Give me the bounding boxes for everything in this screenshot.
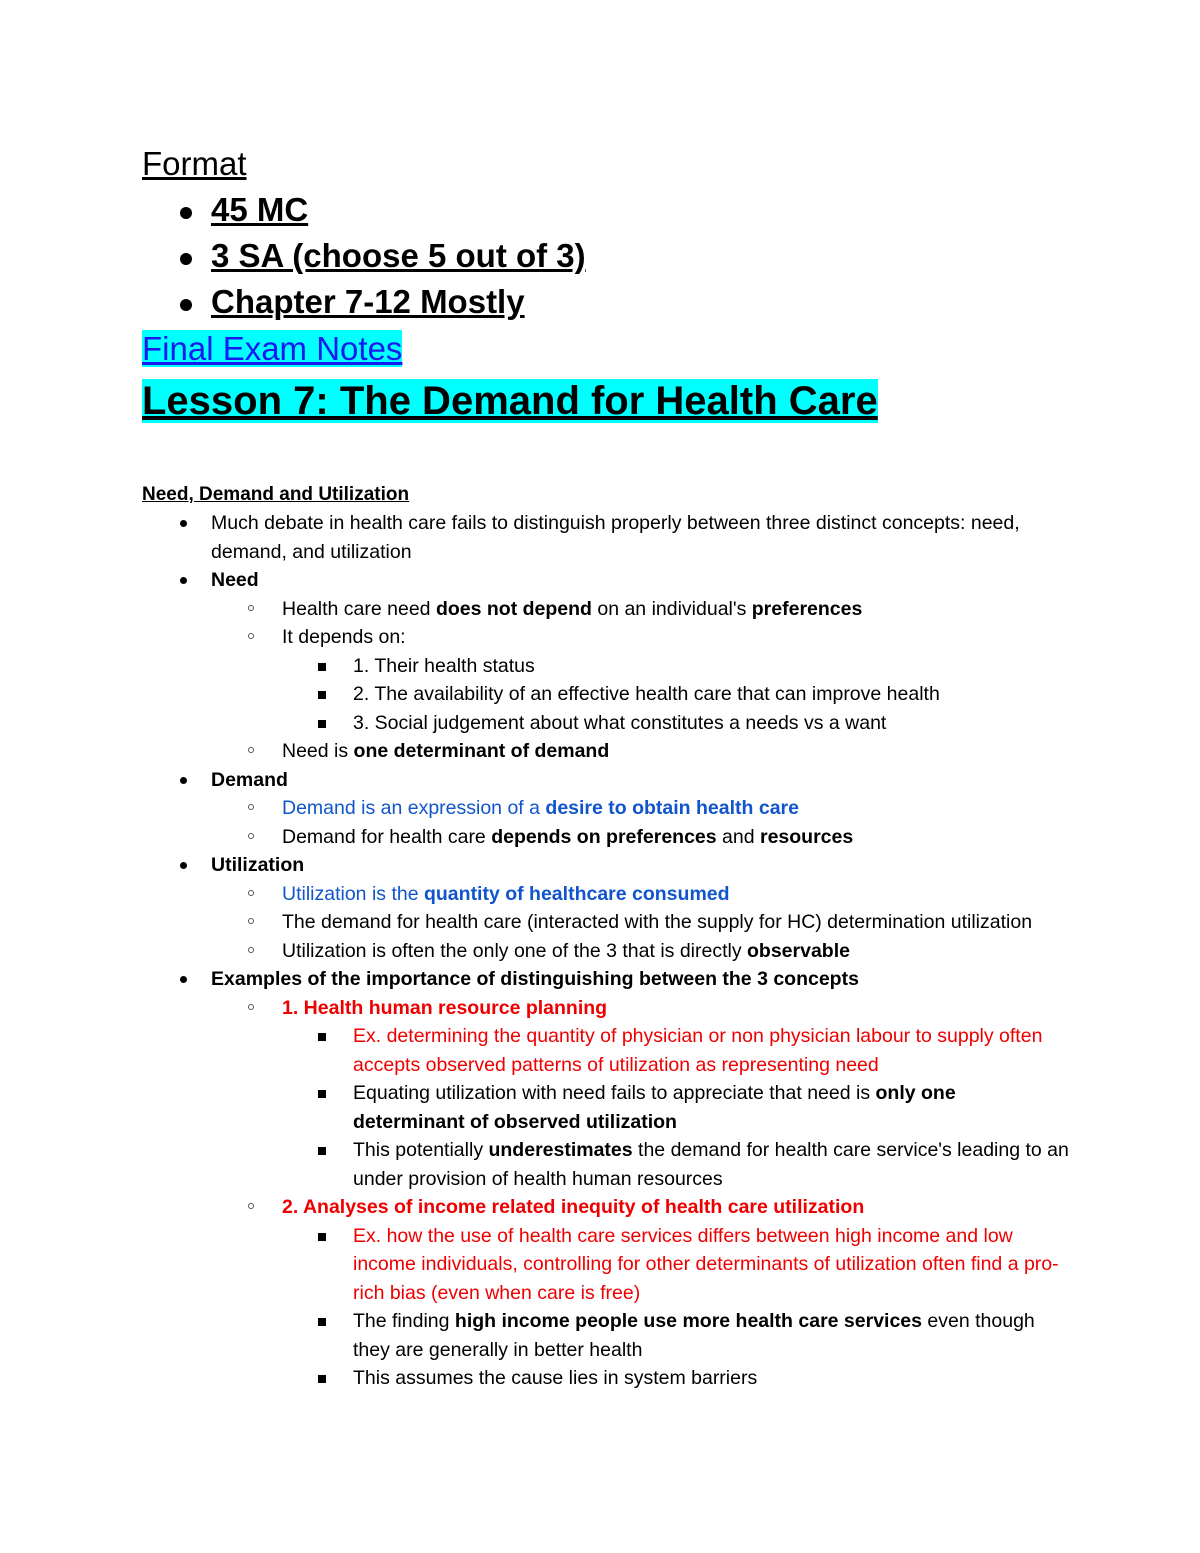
list-item-examples: Examples of the importance of distinguishing between the 3 concepts [142,965,1072,994]
circle-bullet-icon [248,747,254,753]
bullet-icon [180,777,187,784]
list-item: The finding high income people use more health care services even though they are generally in better health [142,1307,1072,1364]
square-bullet-icon [318,1318,326,1326]
circle-bullet-icon [248,947,254,953]
square-bullet-icon [318,1147,326,1155]
square-bullet-icon [318,1090,326,1098]
circle-bullet-icon [248,918,254,924]
bullet-icon [180,976,187,983]
circle-bullet-icon [248,890,254,896]
list-item: 1. Health human resource planning [142,994,1072,1023]
bullet-icon [180,299,192,311]
bullet-icon [180,577,187,584]
document-page [142,140,1072,1393]
list-item: Ex. how the use of health care services differs between high income and low income individuals, controlling for other determinants of utilization often find a pro-rich bias (even when care is free) [142,1222,1072,1308]
square-bullet-icon [318,1375,326,1383]
bullet-icon [180,207,192,219]
list-item-demand: Demand [142,766,1072,795]
list-item: The demand for health care (interacted with the supply for HC) determination utilization [142,908,1072,937]
list-item: 1. Their health status [142,652,1072,681]
list-item: Equating utilization with need fails to appreciate that need is only one determinant of observed utilization [142,1079,1072,1136]
lesson-title: Lesson 7: The Demand for Health Care [142,379,878,423]
list-item-utilization: Utilization [142,851,1072,880]
square-bullet-icon [318,1233,326,1241]
bullet-icon [180,253,192,265]
list-item: Utilization is the quantity of healthcare consumed [142,880,1072,909]
circle-bullet-icon [248,1203,254,1209]
square-bullet-icon [318,691,326,699]
list-item: Demand is an expression of a desire to obtain health care [142,794,1072,823]
list-item: It depends on: [142,623,1072,652]
square-bullet-icon [318,663,326,671]
bullet-icon [180,520,187,527]
square-bullet-icon [318,1033,326,1041]
circle-bullet-icon [248,833,254,839]
format-item: 3 SA (choose 5 out of 3) [142,233,1072,279]
format-heading: Format [142,145,247,182]
list-item: Much debate in health care fails to distinguish properly between three distinct concepts: need, demand, and utilization [142,509,1072,566]
list-item: Utilization is often the only one of the 3 that is directly observable [142,937,1072,966]
list-item-need: Need [142,566,1072,595]
final-notes-heading: Final Exam Notes [142,330,403,367]
list-item: 2. Analyses of income related inequity of health care utilization [142,1193,1072,1222]
bullet-icon [180,862,187,869]
list-item: This assumes the cause lies in system barriers [142,1364,1072,1393]
list-item: Ex. determining the quantity of physician or non physician labour to supply often accepts observed patterns of utilization as representing need [142,1022,1072,1079]
list-item: Need is one determinant of demand [142,737,1072,766]
format-item: 45 MC [142,187,1072,233]
section-title: Need, Demand and Utilization [142,484,410,505]
list-item: 3. Social judgement about what constitutes a needs vs a want [142,709,1072,738]
square-bullet-icon [318,720,326,728]
format-item: Chapter 7-12 Mostly [142,279,1072,325]
circle-bullet-icon [248,605,254,611]
circle-bullet-icon [248,804,254,810]
list-item: Health care need does not depend on an individual's preferences [142,595,1072,624]
circle-bullet-icon [248,633,254,639]
list-item: Demand for health care depends on preferences and resources [142,823,1072,852]
list-item: This potentially underestimates the demand for health care service's leading to an under provision of health human resources [142,1136,1072,1193]
circle-bullet-icon [248,1004,254,1010]
list-item: 2. The availability of an effective health care that can improve health [142,680,1072,709]
